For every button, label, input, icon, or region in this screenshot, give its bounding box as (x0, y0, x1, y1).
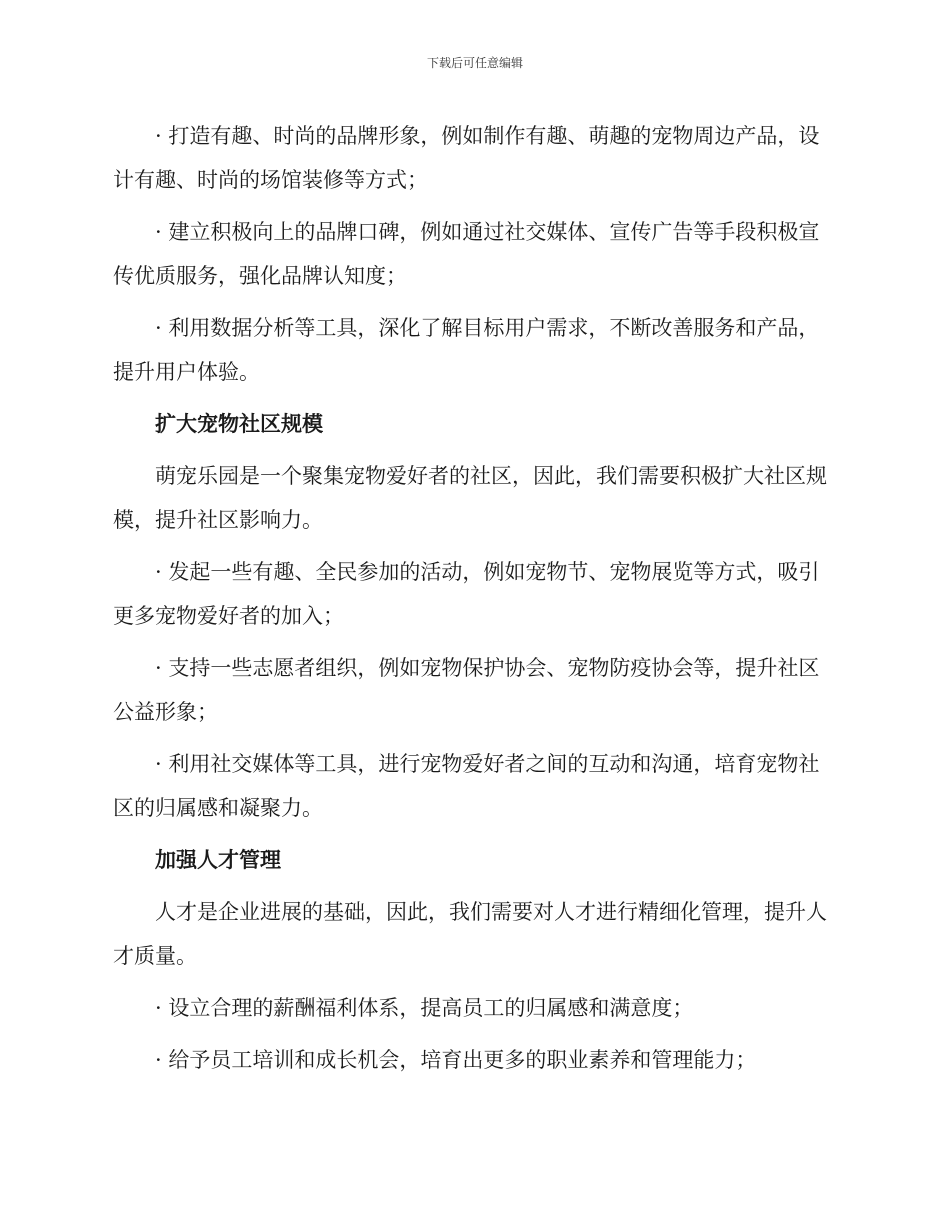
paragraph-training: · 给予员工培训和成长机会，培育出更多的职业素养和管理能力； (155, 1048, 757, 1072)
paragraph-talent-intro: 人才是企业进展的基础，因此，我们需要对人才进行精细化管理，提升人才质量。 (113, 900, 827, 968)
paragraph-volunteer-orgs: · 支持一些志愿者组织，例如宠物保护协会、宠物防疫协会等，提升社区公益形象； (113, 656, 820, 724)
page-header: 下载后可任意编辑 (426, 56, 523, 70)
paragraph-brand-reputation: · 建立积极向上的品牌口碑，例如通过社交媒体、宣传广告等手段积极宣传优质服务，强化品牌认知度； (113, 220, 820, 288)
paragraph-social-media: · 利用社交媒体等工具，进行宠物爱好者之间的互动和沟通，培育宠物社区的归属感和凝聚力。 (113, 752, 820, 820)
section-heading-talent: 加强人才管理 (155, 848, 281, 872)
section-heading-community: 扩大宠物社区规模 (155, 412, 323, 436)
paragraph-brand-image: · 打造有趣、时尚的品牌形象，例如制作有趣、萌趣的宠物周边产品，设计有趣、时尚的场馆装修等方式； (113, 124, 820, 192)
paragraph-data-analysis: · 利用数据分析等工具，深化了解目标用户需求，不断改善服务和产品，提升用户体验。 (113, 316, 820, 384)
paragraph-community-intro: 萌宠乐园是一个聚集宠物爱好者的社区，因此，我们需要积极扩大社区规模，提升社区影响力。 (113, 464, 827, 532)
document-body (113, 114, 835, 1090)
paragraph-community-events: · 发起一些有趣、全民参加的活动，例如宠物节、宠物展览等方式，吸引更多宠物爱好者的加入； (113, 560, 820, 628)
paragraph-compensation: · 设立合理的薪酬福利体系，提高员工的归属感和满意度； (155, 996, 694, 1020)
